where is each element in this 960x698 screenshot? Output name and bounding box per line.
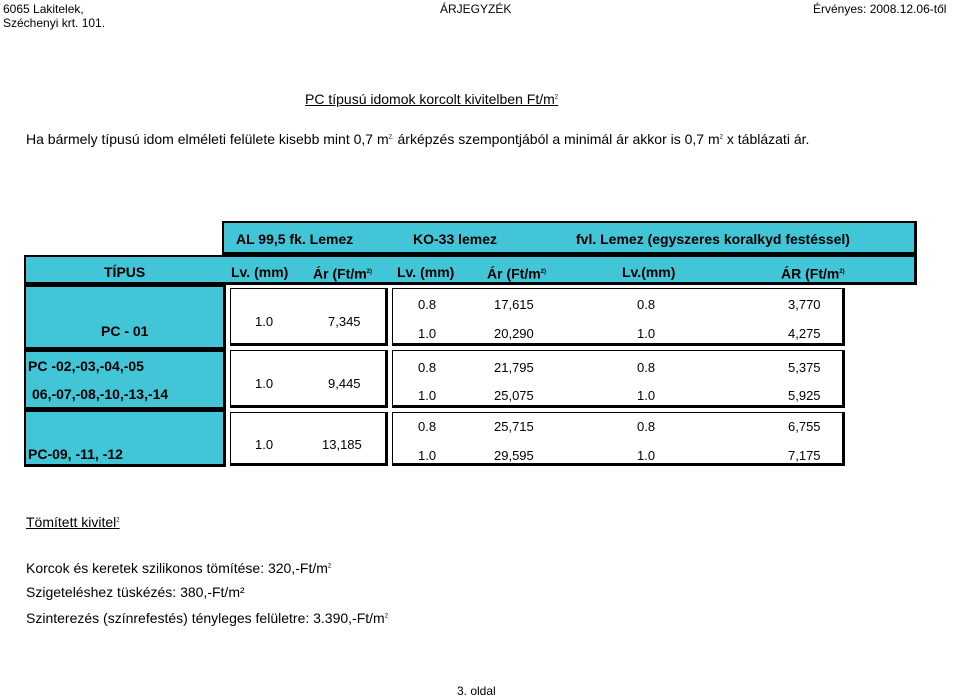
ko-ar-r5: 25,715 [494, 419, 534, 434]
page-title [305, 91, 558, 107]
ko-lv-r6: 1.0 [418, 448, 437, 463]
sealed-line-sintering-sup: 2 [384, 613, 389, 620]
col-header-ar3-text: ÁR (Ft/m [781, 265, 840, 282]
sealed-line-sintering [26, 610, 388, 626]
note-sup2: 2 [719, 134, 723, 141]
ko-ar-r1: 17,615 [494, 297, 534, 312]
fvl-ar-r1: 3,770 [788, 297, 821, 312]
note-part1: Ha bármely típusú idom elméleti felülete kisebb mint 0,7 m [26, 131, 389, 147]
type-label-pc09: PC-09, -11, -12 [28, 446, 123, 462]
ko-ar-r4: 25,075 [494, 388, 534, 403]
ko-lv-r1: 0.8 [418, 297, 437, 312]
sealed-line-silicone [26, 560, 331, 576]
type-label-pc02-line2: 06,-07,-08,-10,-13,-14 [32, 386, 169, 402]
fvl-lv-r6: 1.0 [637, 448, 656, 463]
group-header-ko: KO-33 lemez [413, 231, 498, 247]
fvl-ar-r2: 4,275 [788, 326, 821, 341]
sealed-line-silicone-sup: 2 [327, 563, 332, 570]
al-price-cell-row2 [230, 350, 388, 408]
col-header-ar3 [781, 265, 845, 282]
page-title-text: PC típusú idomok korcolt kivitelben Ft/m [305, 91, 555, 107]
company-address-line1: 6065 Lakitelek, [3, 2, 84, 16]
col-header-ar3-sup: 2) [839, 269, 845, 275]
col-header-lv2: Lv. (mm) [397, 264, 455, 280]
minimum-area-note [26, 131, 809, 147]
al-price-cell-row1 [230, 288, 388, 346]
al-ar-row1: 7,345 [328, 314, 361, 329]
ko-lv-r3: 0.8 [418, 360, 437, 375]
group-header-fvl: fvl. Lemez (egyszeres koralkyd festéssel) [576, 231, 850, 247]
col-header-ar1 [313, 265, 372, 282]
al-lv-row3: 1.0 [255, 437, 274, 452]
ko-lv-r5: 0.8 [418, 419, 437, 434]
sealed-line-sintering-text: Szinterezés (színrefestés) tényleges felületre: 3.390,-Ft/m [26, 610, 385, 626]
sealed-line-insulation-text: Szigeteléshez tüskézés: 380,-Ft/m² [26, 584, 245, 600]
type-label-pc01: PC - 01 [101, 323, 149, 339]
col-header-ar1-sup: 2) [366, 269, 373, 275]
fvl-lv-r2: 1.0 [637, 326, 656, 341]
note-part2: árképzés szempontjából a minimál ár akkor is 0,7 m [393, 131, 720, 147]
sealed-line-silicone-text: Korcok és keretek szilikonos tömítése: 320,-Ft/m [26, 560, 328, 576]
al-lv-row2: 1.0 [255, 376, 274, 391]
col-header-ar2-sup: 2) [540, 269, 547, 275]
col-header-ar2 [487, 265, 546, 282]
fvl-ar-r3: 5,375 [788, 360, 821, 375]
fvl-lv-r5: 0.8 [637, 419, 656, 434]
type-label-pc02-line1: PC -02,-03,-04,-05 [28, 358, 144, 374]
al-ar-row2: 9,445 [328, 376, 361, 391]
ko-lv-r2: 1.0 [418, 326, 437, 341]
page-title-sup: 2 [554, 94, 559, 101]
page-number: 3. oldal [457, 684, 496, 698]
ko-fvl-cell-group3 [392, 412, 845, 466]
sealed-heading-text: Tömített kivitel [26, 514, 117, 530]
ko-ar-r2: 20,290 [494, 326, 534, 341]
col-header-lv1: Lv. (mm) [231, 264, 289, 280]
group-header-al: AL 99,5 fk. Lemez [236, 231, 354, 247]
al-ar-row3: 13,185 [322, 437, 362, 452]
al-lv-row1: 1.0 [255, 314, 274, 329]
sealed-heading [26, 514, 120, 530]
ko-fvl-cell-group2 [392, 350, 845, 408]
fvl-lv-r4: 1.0 [637, 388, 656, 403]
company-address-line2: Széchenyi krt. 101. [3, 16, 106, 30]
col-header-ar1-text: Ár (Ft/m [313, 265, 367, 282]
fvl-ar-r4: 5,925 [788, 388, 821, 403]
note-part3: x táblázati ár. [723, 131, 810, 147]
ko-lv-r4: 1.0 [418, 388, 437, 403]
col-header-tipus: TÍPUS [104, 264, 146, 280]
validity-date: Érvényes: 2008.12.06-től [813, 2, 947, 16]
col-header-lv3: Lv.(mm) [622, 264, 676, 280]
fvl-ar-r5: 6,755 [788, 419, 821, 434]
ko-fvl-cell-group1 [392, 288, 845, 346]
type-cell-pc01 [24, 285, 226, 350]
ko-ar-r3: 21,795 [494, 360, 534, 375]
sealed-heading-sup: 2 [116, 517, 120, 524]
fvl-lv-r3: 0.8 [637, 360, 656, 375]
fvl-ar-r6: 7,175 [788, 448, 821, 463]
document-title: ÁRJEGYZÉK [440, 2, 512, 16]
ko-ar-r6: 29,595 [494, 448, 534, 463]
al-price-cell-row3 [230, 412, 388, 466]
sealed-line-insulation [26, 584, 245, 600]
col-header-ar2-text: Ár (Ft/m [487, 265, 541, 282]
note-sup1: 2. [388, 134, 394, 141]
fvl-lv-r1: 0.8 [637, 297, 656, 312]
